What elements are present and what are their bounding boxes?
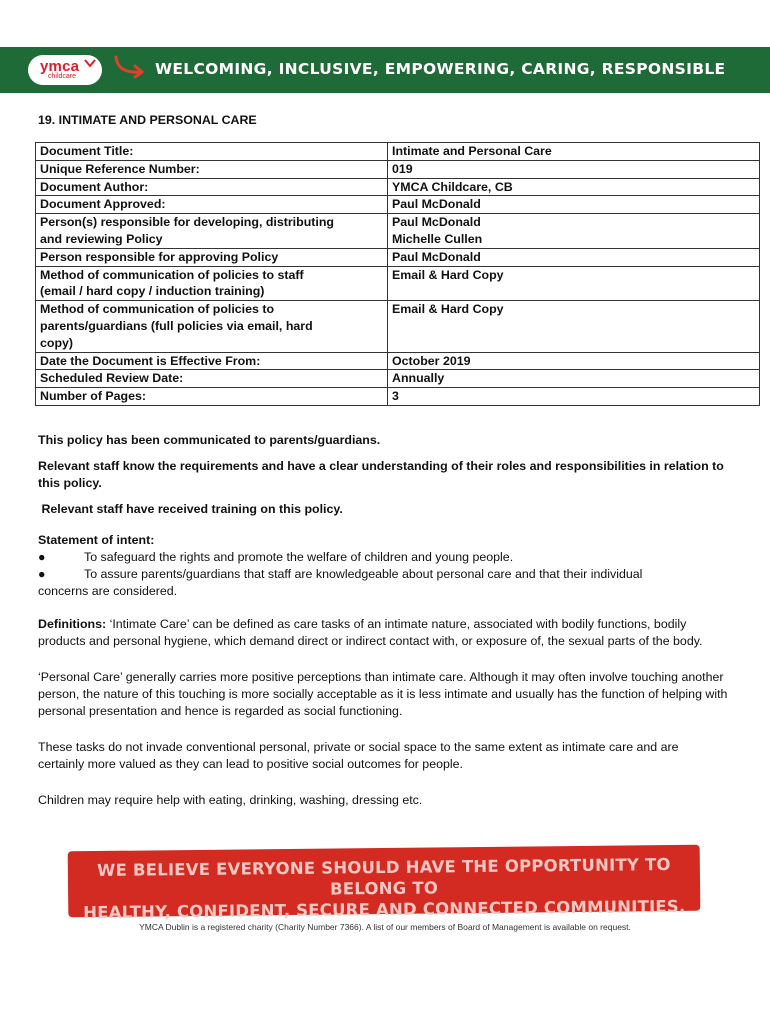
personal-care-paragraph: ‘Personal Care’ generally carries more positive perceptions than intimate care. Although it may often involve touching another person, the nature of this touching is more socially acceptable as it is less intimate and usually has the function of helping with personal presentation and hence is regarded as social functioning. [38, 669, 728, 718]
document-info-table [35, 142, 760, 406]
row-label: Number of Pages: [36, 388, 388, 406]
table-row [36, 196, 760, 214]
logo-text: ymca [40, 58, 80, 75]
row-label: Person(s) responsible for developing, distributing and reviewing Policy [36, 214, 388, 249]
communicated-statement: This policy has been communicated to parents/guardians. [38, 432, 381, 447]
section-title: 19. INTIMATE AND PERSONAL CARE [38, 113, 257, 127]
banner-line-2: HEALTHY, CONFIDENT, SECURE AND CONNECTED COMMUNITIES. [83, 896, 686, 923]
logo-triangle-icon [84, 58, 96, 68]
row-label: Scheduled Review Date: [36, 370, 388, 388]
bullet-text: To safeguard the rights and promote the welfare of children and young people. [84, 549, 514, 564]
row-value: Paul McDonald [388, 196, 760, 214]
tagline: WELCOMING, INCLUSIVE, EMPOWERING, CARING, RESPONSIBLE [155, 60, 726, 78]
row-value: Email & Hard Copy [388, 266, 760, 301]
row-value: 019 [388, 160, 760, 178]
row-value: Annually [388, 370, 760, 388]
table-row [36, 301, 760, 352]
tasks-paragraph: These tasks do not invade conventional personal, private or social space to the same extent as intimate care and are certainly more valued as they can lead to positive social outcomes for people. [38, 739, 679, 771]
intent-heading: Statement of intent: [38, 532, 155, 547]
row-label: Person responsible for approving Policy [36, 248, 388, 266]
row-value: Intimate and Personal Care [388, 143, 760, 161]
staff-training-statement: Relevant staff have received training on this policy. [38, 501, 343, 516]
row-label: Method of communication of policies to staff (email / hard copy / induction training) [36, 266, 388, 301]
bullet-icon: ● [38, 549, 46, 564]
table-row [36, 248, 760, 266]
row-label: Document Author: [36, 178, 388, 196]
table-row [36, 178, 760, 196]
logo-subtext: childcare [48, 73, 77, 80]
row-label: Document Title: [36, 143, 388, 161]
row-value: Email & Hard Copy [388, 301, 760, 352]
header-band [0, 47, 770, 93]
charity-notice: YMCA Dublin is a registered charity (Charity Number 7366). A list of our members of Board of Management is available on request. [139, 922, 631, 932]
list-item [38, 549, 728, 566]
definitions-label: Definitions: [38, 616, 107, 631]
document-body [38, 112, 728, 809]
row-value: Paul McDonald Michelle Cullen [388, 214, 760, 249]
table-row [36, 214, 760, 249]
table-row [36, 370, 760, 388]
row-label: Method of communication of policies to parents/guardians (full policies via email, hard copy) [36, 301, 388, 352]
footer-banner-text [68, 854, 701, 924]
row-value: 3 [388, 388, 760, 406]
bullet-icon: ● [38, 566, 46, 581]
definitions-text: ‘Intimate Care’ can be defined as care tasks of an intimate nature, associated with bodily functions, bodily products and personal hygiene, which demand direct or indirect contact with, or exposure of, the sexual parts of the body. [38, 616, 703, 648]
children-paragraph: Children may require help with eating, drinking, washing, dressing etc. [38, 792, 423, 807]
row-label: Document Approved: [36, 196, 388, 214]
table-row [36, 266, 760, 301]
table-row [36, 388, 760, 406]
bullet-continuation: concerns are considered. [38, 583, 178, 598]
bullet-text: To assure parents/guardians that staff are knowledgeable about personal care and that their individual [84, 566, 643, 581]
table-row [36, 143, 760, 161]
footer-banner [68, 845, 701, 923]
row-value: October 2019 [388, 352, 760, 370]
row-value: YMCA Childcare, CB [388, 178, 760, 196]
definitions-paragraph [38, 616, 728, 650]
arrow-icon [113, 53, 147, 79]
ymca-logo [28, 55, 102, 85]
staff-knowledge-statement: Relevant staff know the requirements and have a clear understanding of their roles and responsibilities in relation to this policy. [38, 458, 724, 490]
banner-line-1: WE BELIEVE EVERYONE SHOULD HAVE THE OPPORTUNITY TO BELONG TO [97, 854, 671, 899]
list-item [38, 566, 728, 583]
table-row [36, 352, 760, 370]
row-label: Unique Reference Number: [36, 160, 388, 178]
table-row [36, 160, 760, 178]
row-label: Date the Document is Effective From: [36, 352, 388, 370]
row-value: Paul McDonald [388, 248, 760, 266]
